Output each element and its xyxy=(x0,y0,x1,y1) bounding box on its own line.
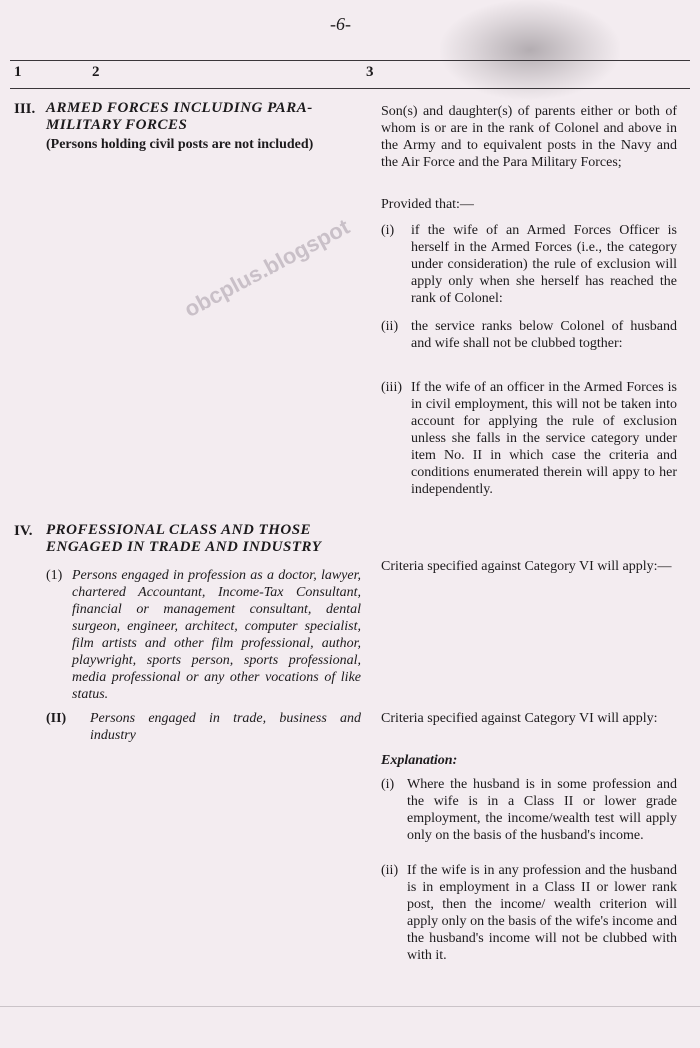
proviso-mark: (ii) xyxy=(381,319,399,334)
bottom-edge xyxy=(0,1006,700,1007)
proviso-text: the service ranks below Colonel of husband and wife shall not be clubbed togther: xyxy=(411,319,677,351)
explanation-mark: (i) xyxy=(381,777,395,792)
column-number-3: 3 xyxy=(366,64,374,80)
explanation-mark: (ii) xyxy=(381,863,399,878)
top-rule xyxy=(10,60,690,61)
page-number: -6- xyxy=(330,14,351,34)
column-number-2: 2 xyxy=(92,64,100,80)
item-text: Persons engaged in trade, business and industry xyxy=(90,711,361,743)
explanation-ii xyxy=(381,862,677,964)
column-number-1: 1 xyxy=(14,64,22,80)
section-3-title: ARMED FORCES INCLUDING PARA-MILITARY FORCES xyxy=(46,100,313,133)
item-mark: (II) xyxy=(46,711,67,726)
section-4-number: IV. xyxy=(14,523,33,539)
scan-smudge xyxy=(440,0,620,100)
section-4-title: PROFESSIONAL CLASS AND THOSE ENGAGED IN TRADE AND INDUSTRY xyxy=(46,522,322,555)
section-3-criteria: Son(s) and daughter(s) of parents either or both of whom is or are in the rank of Colonel and above in the Army and to equivalent posts in the Navy and the Air Force and the Para Military Forces; xyxy=(381,104,677,170)
explanation-text: If the wife is in any profession and the husband is in employment in a Class II or lower rank post, then the income/ wealth criterion will apply only on the basis of the wife's income and the husband's income will not be clubbed with with it. xyxy=(407,863,677,963)
proviso-mark: (iii) xyxy=(381,380,402,395)
proviso-ii xyxy=(381,318,677,352)
proviso-iii xyxy=(381,379,677,498)
explanation-text: Where the husband is in some profession and the wife is in a Class II or lower grade employment, the income/wealth test will apply only on the basis of the husband's income. xyxy=(407,777,677,843)
section-4-item-2-criteria: Criteria specified against Category VI will apply: xyxy=(381,711,658,726)
section-3-provided: Provided that:— xyxy=(381,197,474,212)
header-rule xyxy=(10,88,690,89)
section-4-item-1-criteria: Criteria specified against Category VI will apply:— xyxy=(381,559,672,574)
section-4-item-2 xyxy=(46,710,361,744)
watermark: obcplus.blogspot xyxy=(180,213,354,323)
explanation-i xyxy=(381,776,677,844)
item-mark: (1) xyxy=(46,568,63,583)
proviso-text: If the wife of an officer in the Armed Forces is in civil employment, this will not be taken into account for applying the rule of exclusion unless she falls in the service category under item No. II in which case the criteria and conditions enumerated therein will appy to her independently. xyxy=(411,380,677,497)
section-3-note: (Persons holding civil posts are not included) xyxy=(46,137,314,152)
item-text: Persons engaged in profession as a doctor, lawyer, chartered Accountant, Income-Tax Consultant, financial or management consultant, dental surgeon, engineer, architect, computer specialist, film artists and other film professional, author, playwright, sports person, sports professional, media professional or any other vocations of like status. xyxy=(72,568,361,702)
section-4-item-1 xyxy=(46,567,361,703)
section-3-number: III. xyxy=(14,101,36,117)
proviso-text: if the wife of an Armed Forces Officer is herself in the Armed Forces (i.e., the category under consideration) the rule of exclusion will apply only when she herself has reached the rank of Colonel: xyxy=(411,223,677,306)
proviso-i xyxy=(381,222,677,307)
proviso-mark: (i) xyxy=(381,223,395,238)
explanation-heading: Explanation: xyxy=(381,753,458,768)
